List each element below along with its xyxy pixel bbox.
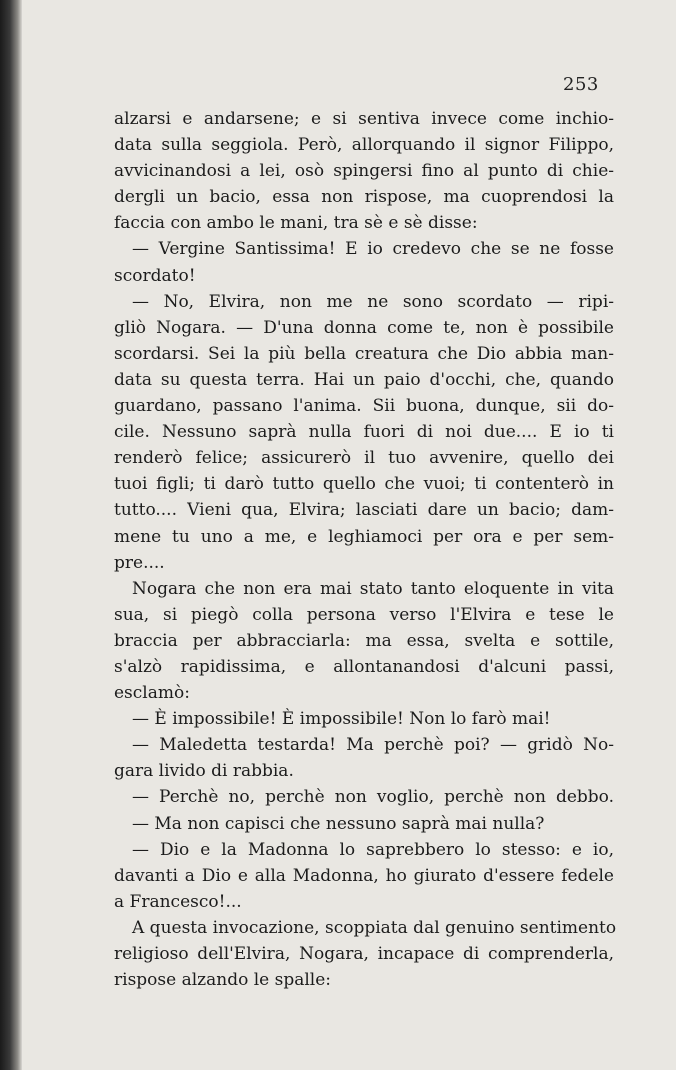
text-line: pre.... [114, 552, 165, 573]
text-line: — Perchè no, perchè non voglio, perchè non debbo. [132, 787, 614, 808]
text-line: esclamò: [114, 683, 190, 704]
text-line: data su questa terra. Hai un paio d'occhi, che, quando [114, 369, 614, 390]
text-line: — Ma non capisci che nessuno saprà mai nulla? [132, 813, 545, 834]
book-spine-shadow [0, 0, 22, 1070]
text-line: Nogara che non era mai stato tanto eloquente in vita [132, 578, 614, 599]
text-line: alzarsi e andarsene; e si sentiva invece come inchio- [114, 109, 614, 129]
text-line: s'alzò rapidissima, e allontanandosi d'alcuni passi, [114, 656, 614, 677]
text-line: — Vergine Santissima! E io credevo che se ne fosse [132, 239, 614, 260]
text-line: A questa invocazione, scoppiata dal genuino sentimento [132, 917, 617, 938]
text-line: avvicinandosi a lei, osò spingersi fino al punto di chie- [114, 161, 614, 182]
text-line: faccia con ambo le mani, tra sè e sè disse: [114, 213, 478, 234]
text-line: — Maledetta testarda! Ma perchè poi? — gridò No- [132, 735, 614, 756]
text-line: dergli un bacio, essa non rispose, ma cuoprendosi la [114, 187, 614, 208]
text-line: braccia per abbracciarla: ma essa, svelta e sottile, [114, 630, 614, 651]
text-line: data sulla seggiola. Però, allorquando il signor Filippo, [114, 135, 614, 156]
text-line: tutto.... Vieni qua, Elvira; lasciati dare un bacio; dam- [114, 500, 614, 521]
text-line: religioso dell'Elvira, Nogara, incapace di comprenderla, [114, 944, 614, 964]
text-line: rispose alzando le spalle: [114, 970, 332, 991]
text-line: scordarsi. Sei la più bella creatura che Dio abbia man- [114, 343, 614, 364]
text-line: scordato! [114, 265, 196, 286]
text-line: renderò felice; assicurerò il tuo avvenire, quello dei [114, 448, 614, 469]
text-line: davanti a Dio e alla Madonna, ho giurato d'essere fedele [114, 865, 614, 886]
text-line: guardano, passano l'anima. Sii buona, dunque, sii do- [114, 396, 614, 417]
body-text [114, 106, 617, 993]
text-line: gliò Nogara. — D'una donna come te, non è possibile [114, 317, 614, 338]
text-line: gara livido di rabbia. [114, 761, 294, 782]
text-line: — Dio e la Madonna lo saprebbero lo stesso: e io, [132, 839, 614, 860]
text-line: mene tu uno a me, e leghiamoci per ora e per sem- [114, 526, 614, 547]
text-line: a Francesco!... [114, 891, 242, 912]
text-line: cile. Nessuno saprà nulla fuori di noi due.... E io ti [114, 422, 614, 443]
page-number: 253 [563, 74, 599, 95]
text-line: — No, Elvira, non me ne sono scordato — ripi- [132, 291, 614, 312]
text-line: — È impossibile! È impossibile! Non lo farò mai! [132, 709, 551, 730]
text-line: sua, si piegò colla persona verso l'Elvira e tese le [114, 604, 614, 625]
text-line: tuoi figli; ti darò tutto quello che vuoi; ti contenterò in [114, 474, 614, 495]
